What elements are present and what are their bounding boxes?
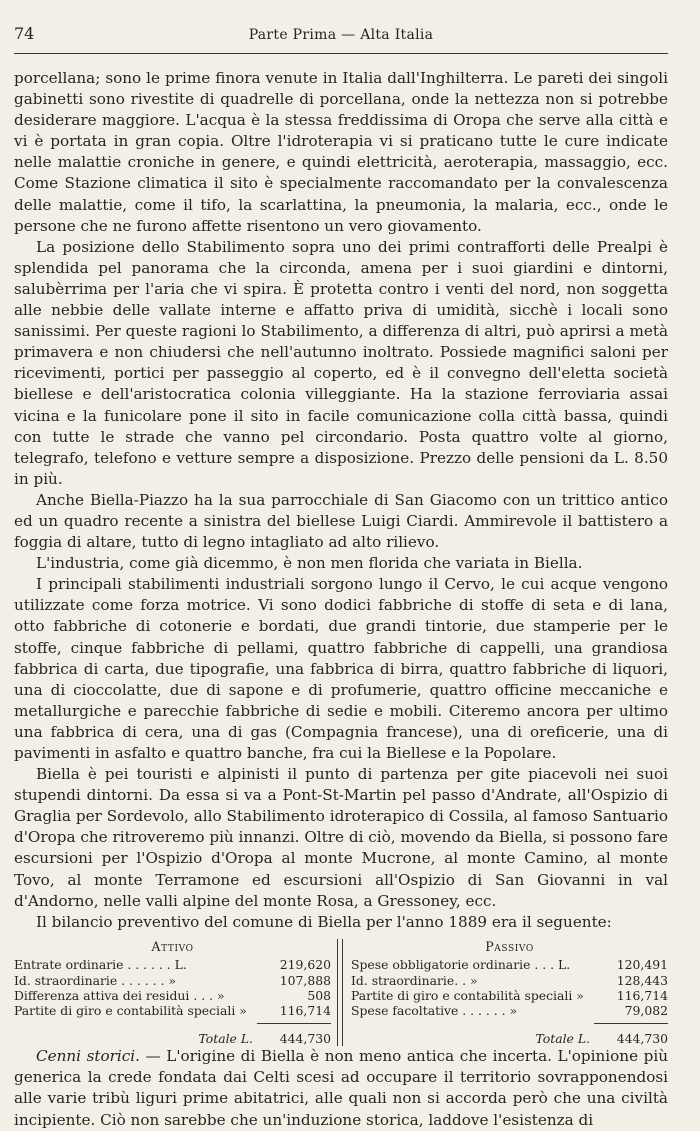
- row-amount: 79,082: [624, 1003, 668, 1019]
- budget-row: [351, 988, 668, 1003]
- attivo-column: [14, 939, 337, 1046]
- budget-row: [14, 957, 331, 972]
- body-text: [14, 68, 668, 1131]
- passivo-column: [343, 939, 668, 1046]
- paragraph: L'industria, come già dicemmo, è non men florida che variata in Biella.: [36, 554, 583, 573]
- paragraph: I principali stabilimenti industriali sorgono lungo il Cervo, le cui acque vengono utilizzate come forza motrice. Vi sono dodici fabbriche di stoffe di seta e di lana, otto fabbriche di cotonerie e bordati, due grandi tintorie, due stamperie per le stoffe, cinque fabbriche di pellami, quattro fabbriche di cappelli, una grandiosa fabbrica di carta, due tipografie, una fabbrica di birra, quattro fabbriche di liquori, una di cioccolatte, due di sapone e di profumerie, quattro officine meccaniche e metallurgiche e parecchie fabbriche di sedie e mobili. Citeremo ancora per ultimo una fabbrica di cera, una di gas (Compagnia francese), una di oreficerie, una di pavimenti in asfalto e quattro banche, fra cui la Biellese e la Popolare.: [14, 575, 668, 762]
- passivo-heading: Passivo: [485, 938, 534, 954]
- row-amount: 116,714: [279, 1003, 331, 1019]
- row-label: Spese facoltative . . . . . . »: [351, 1003, 518, 1019]
- row-label: Spese obbligatorie ordinarie . . . L.: [351, 957, 571, 973]
- paragraph: Il bilancio preventivo del comune di Biella per l'anno 1889 era il seguente:: [36, 912, 612, 931]
- book-page: [14, 24, 668, 1131]
- row-label: Id. straordinarie . . . . . . »: [14, 972, 176, 988]
- running-header: [14, 24, 668, 50]
- attivo-heading: Attivo: [151, 938, 194, 954]
- paragraph: La posizione dello Stabilimento sopra uno dei primi contrafforti delle Prealpi è splendida pel panorama che la circonda, amena per i suoi giardini e dintorni, salubèrrima per l'aria che vi spira. È protetta contro i venti del nord, non soggetta alle nebbie delle vallate interne e affatto priva di umidità, sicchè i locali sono sanissimi. Per queste ragioni lo Stabilimento, a differenza di altri, può aprirsi a metà primavera e non chiudersi che nell'autunno inoltrato. Possiede magnifici saloni per ricevimenti, portici per passeggio al coperto, ed è il convegno dell'eletta società biellese e dell'aristocratica colonia villeggiante. Ha la stazione ferroviaria assai vicina e la funicolare pone il sito in facile comunicazione colla città bassa, quindi con tutte le strade che vanno pel circondario. Posta quattro volte al giorno, telegrafo, telefono e vetture sempre a disposizione. Prezzo delle pensioni da L. 8.50 in più.: [14, 237, 668, 488]
- row-label: Partite di giro e contabilità speciali »: [351, 988, 584, 1004]
- budget-row: [14, 973, 331, 988]
- paragraph: porcellana; sono le prime finora venute in Italia dall'Inghilterra. Le pareti dei singoli gabinetti sono rivestite di quadrelle di porcellana, onde la nettezza non si potrebbe desiderare maggiore. L'acqua è la stessa freddissima di Oropa che serve alla città e vi è portata in gran copia. Oltre l'idroterapia vi si praticano tutte le cure indicate nelle malattie croniche in genere, e quindi elettricità, aeroterapia, massaggio, ecc. Come Stazione climatica il sito è specialmente raccomandato per la convalescenza delle malattie, come il tifo, la scarlattina, la pneumonia, la malaria, ecc., onde le persone che ne furono affette risentono un vero giovamento.: [14, 69, 668, 235]
- row-amount: 508: [307, 988, 331, 1004]
- budget-row: [351, 957, 668, 972]
- closing-text: — L'origine di Biella è non meno antica che incerta. L'opinione più generica la crede fondata dai Celti scesi ad occupare il territorio sovrapponendosi alle varie tribù liguri prime abitatrici, alle quali non si accorda però che una civiltà incipiente. Ciò non sarebbe che un'induzione storica, laddove l'esistenza di: [14, 1047, 668, 1129]
- row-amount: 107,888: [279, 972, 331, 988]
- paragraph: Anche Biella-Piazzo ha la sua parrocchiale di San Giacomo con un trittico antico ed un quadro recente a sinistra del biellese Luigi Ciardi. Ammirevole il battistero a foggia di altare, tutto di legno intagliato ad alto rilievo.: [14, 490, 668, 552]
- budget-row: [14, 1003, 331, 1018]
- total-amount: 444,730: [279, 1030, 331, 1046]
- total-label: Totale L.: [535, 1030, 590, 1046]
- row-amount: 116,714: [616, 988, 668, 1004]
- row-label: Id. straordinarie. . »: [351, 972, 478, 988]
- budget-row: [351, 1003, 668, 1018]
- row-amount: 219,620: [279, 957, 331, 973]
- row-label: Differenza attiva dei residui . . . »: [14, 988, 225, 1004]
- row-label: Partite di giro e contabilità speciali »: [14, 1003, 247, 1019]
- budget-row: [351, 973, 668, 988]
- total-row: [14, 1031, 331, 1046]
- sum-rule: [257, 1023, 331, 1024]
- header-rule: [14, 53, 668, 54]
- section-lead: Cenni storici.: [36, 1047, 140, 1066]
- paragraph: Biella è pei touristi e alpinisti il punto di partenza per gite piacevoli nei suoi stupendi dintorni. Da essa si va a Pont-St-Martin pel passo d'Andrate, all'Ospizio di Graglia per Sordevolo, allo Stabilimento idroterapico di Cossila, al famoso Santuario d'Oropa che ritroveremo più innanzi. Oltre di ciò, movendo da Biella, si possono fare escursioni per l'Ospizio d'Oropa al monte Mucrone, al monte Camino, al monte Tovo, al monte Terramone ed escursioni all'Ospizio di San Giovanni in val d'Andorno, nelle valli alpine del monte Rosa, a Gressoney, ecc.: [14, 765, 668, 910]
- running-title: Parte Prima — Alta Italia: [248, 27, 434, 43]
- row-amount: 128,443: [616, 972, 668, 988]
- total-row: [351, 1031, 668, 1046]
- row-label: Entrate ordinarie . . . . . . L.: [14, 957, 187, 973]
- closing-paragraph: [14, 1046, 668, 1130]
- budget-row: [14, 988, 331, 1003]
- row-amount: 120,491: [616, 957, 668, 973]
- sum-rule: [594, 1023, 668, 1024]
- total-label: Totale L.: [198, 1030, 253, 1046]
- budget-table: [14, 939, 668, 1046]
- total-amount: 444,730: [616, 1030, 668, 1046]
- page-number: 74: [14, 24, 35, 43]
